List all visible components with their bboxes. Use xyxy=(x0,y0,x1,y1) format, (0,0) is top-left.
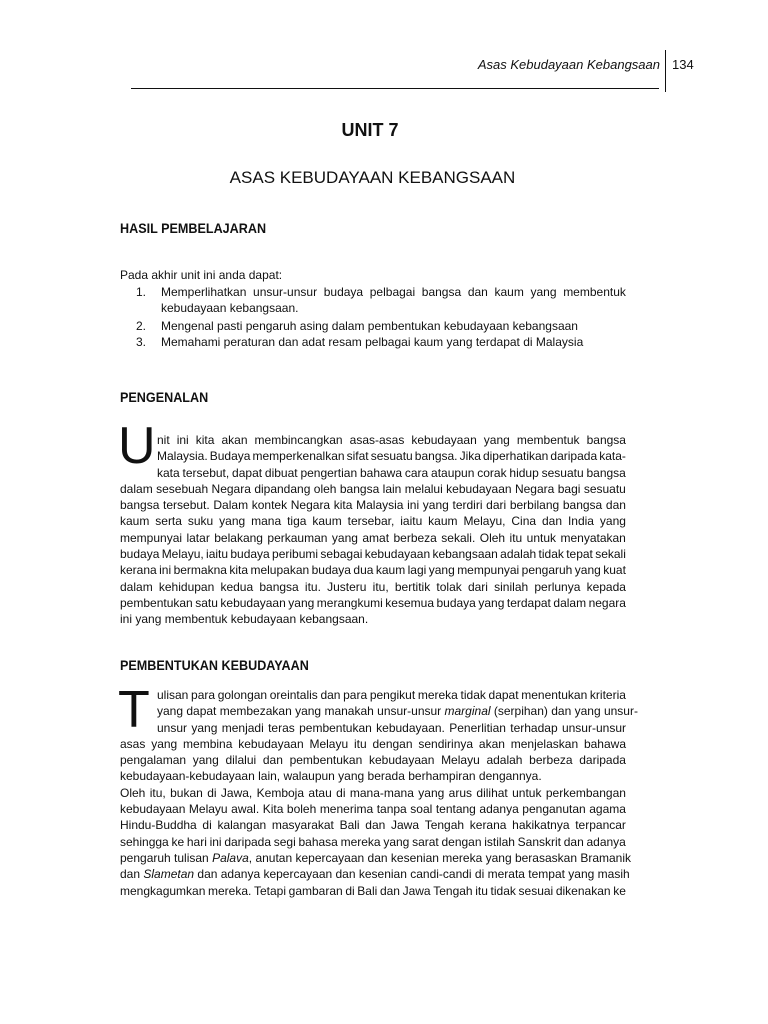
text-line: pengaruh tulisan Palava, anutan kepercayaan dan kesenian mereka yang berasaskan Bramanik xyxy=(120,850,632,865)
header-rule xyxy=(131,88,659,89)
introduction-paragraph: nit ini kita akan membincangkan asas-asas kebudayaan yang membentuk bangsa Malaysia. Budaya memperkenalkan sifat sesuatu bangsa. Jika diperhatikan daripada kata- kata tersebut, dapat dibuat pengertian bahawa cara ataupun corak hidup sesuatu bangsa dalam sesebuah Negara dipandang oleh bangsa lain melalui kebudayaan Negara bagi sesuatu bangsa tersebut. Dalam kontek Negara kita Malaysia ini yang terdiri dari berbilang bangsa dan kaum serta suku yang mana tiga kaum tersebar, iaitu kaum Melayu, Cina dan India yang mempunyai latar belakang perkauman yang amat berbeza sekali. Oleh itu untuk menyatakan budaya Melayu, iaitu budaya peribumi sebagai kebudayaan kebangsaan adalah tidak tepat sekali kerana ini bermakna kita melupakan budaya dua kaum lagi yang mempunyai pengaruh yang kuat dalam kehidupan kedua bangsa itu. Justeru itu, bertitik tolak dari sinilah perlunya kepada pembentukan satu kebudayaan yang merangkumi kesemua budaya yang terdapat dalam negara ini yang membentuk kebudayaan kebangsaan. xyxy=(120,433,626,627)
unit-title: UNIT 7 xyxy=(341,120,399,140)
formation-paragraph: ulisan para golongan oreintalis dan para pengikut mereka tidak dapat menentukan kriteria yang dapat membezakan yang manakah unsur-unsur marginal (serpihan) dan yang unsur- unsur yang menjadi teras pembentukan kebudayaan. Penerlitian terhadap unsur-unsur asas yang membina kebudayaan Melayu itu dengan sendirinya akan menjelaskan bahawa pengalaman yang dilalui dan pembentukan kebudayaan Melayu adalah berbeza daripada kebudayaan-kebudayaan lain, walaupun yang berada berhampiran dengannya. Oleh itu, bukan di Jawa, Kemboja atau di mana-mana yang arus dilihat untuk perkembangan kebudayaan Melayu awal. Kita boleh menerima tanpa soal tentang adanya penganutan agama Hindu-Buddha di kalangan masyarakat Bali dan Jawa Tengah kerana hakikatnya terpancar sehingga ke hari ini daripada segi bahasa mereka yang sarat dengan istilah Sanskrit dan adanya pengaruh tulisan Palava, anutan kepercayaan dan kesenian mereka yang berasaskan Bramanik dan Slametan dan adanya kepercayaan dan kesenian candi-candi di merata tempat yang masih mengkagumkan mereka. Tetapi gambaran di Bali dan Jawa Tengah itu tidak sesuai dikenakan ke xyxy=(120,688,638,898)
unit-subtitle: ASAS KEBUDAYAAN KEBANGSAAN xyxy=(229,168,516,187)
header-divider xyxy=(665,50,666,92)
section-heading-learning-outcomes: HASIL PEMBELAJARAN xyxy=(120,220,267,236)
list-item-line: Memperlihatkan unsur-unsur budaya pelbagai bangsa dan kaum yang membentuk xyxy=(161,285,626,299)
text-line: dan Slametan dan adanya kepercayaan dan kesenian candi-candi di merata tempat yang masih xyxy=(120,867,630,882)
section-heading-introduction: PENGENALAN xyxy=(120,389,209,405)
running-header-title: Asas Kebudayaan Kebangsaan xyxy=(477,57,660,72)
list-item-line: kebudayaan kebangsaan. xyxy=(161,301,299,316)
page-number: 134 xyxy=(672,57,694,72)
drop-cap-letter: T xyxy=(118,681,150,739)
text-line: yang dapat membezakan yang manakah unsur-unsur marginal (serpihan) dan yang unsur- xyxy=(157,704,638,719)
drop-cap-letter: U xyxy=(118,417,156,475)
section-heading-formation: PEMBENTUKAN KEBUDAYAAN xyxy=(120,657,309,673)
outcomes-intro: Pada akhir unit ini anda dapat: xyxy=(120,268,283,282)
